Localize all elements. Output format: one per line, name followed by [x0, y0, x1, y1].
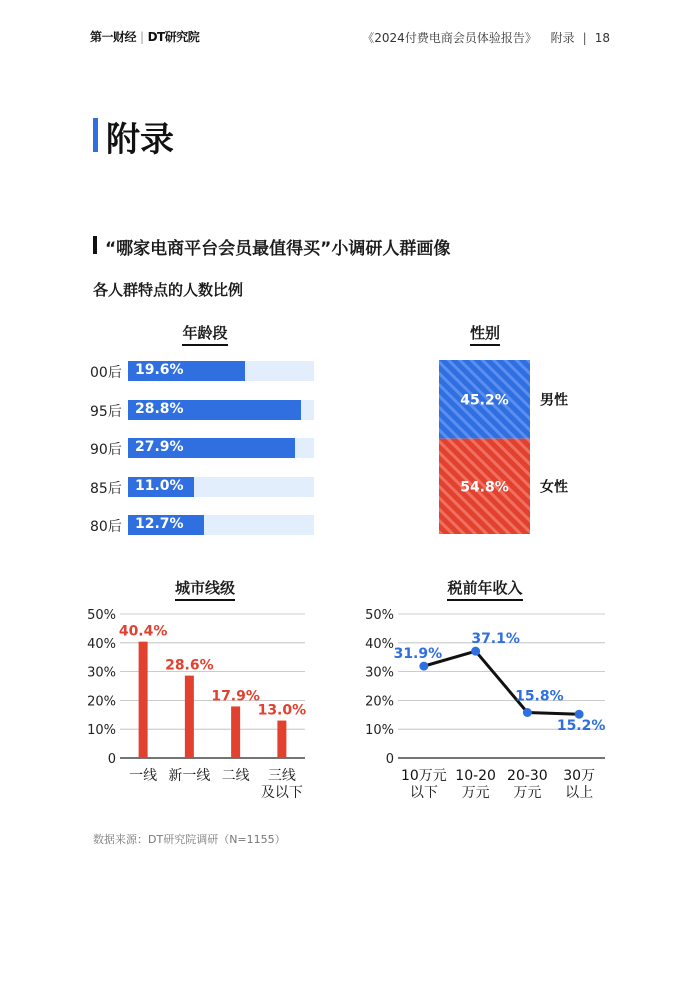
gender-value-label: 54.8% [460, 479, 509, 496]
city-category-label: 一线 [129, 768, 158, 784]
age-bar-track [128, 361, 314, 381]
city-chart [80, 600, 330, 810]
age-category-label: 90后 [90, 442, 122, 458]
income-category-label: 10万元 [400, 768, 447, 784]
gender-chart-title: 性别 [440, 322, 530, 343]
income-ytick-label: 30% [365, 665, 394, 681]
age-bar-track [128, 515, 314, 535]
page-number: 18 [594, 31, 610, 45]
age-bar-row [90, 361, 320, 381]
income-category-label: 万元 [461, 785, 490, 801]
age-category-label: 95后 [90, 403, 122, 420]
income-category-label: 万元 [513, 785, 542, 801]
gender-value-label: 45.2% [460, 392, 509, 409]
income-value-label: 15.2% [556, 718, 606, 735]
age-category-label: 80后 [90, 519, 122, 535]
age-value-label: 11.0% [135, 477, 184, 494]
income-category-label: 10-20 [455, 768, 496, 784]
city-ytick-label: 50% [87, 608, 116, 623]
age-chart-title: 年龄段 [160, 322, 250, 343]
age-bar-row [90, 438, 320, 458]
age-category-label: 85后 [90, 480, 122, 497]
age-value-label: 27.9% [135, 439, 184, 455]
city-category-label: 及以下 [260, 785, 303, 801]
section-accent-bar [93, 236, 97, 254]
city-ytick-label: 40% [87, 636, 116, 652]
income-ytick-label: 50% [365, 608, 394, 623]
header-section: 附录 [550, 31, 575, 45]
income-ytick-label: 10% [365, 723, 394, 739]
gender-category-label: 女性 [540, 479, 568, 496]
city-bar [277, 721, 286, 758]
header-separator: | [582, 31, 587, 45]
footer-source: 数据来源：DT研究院调研（N=1155） [93, 833, 286, 846]
city-value-label: 13.0% [257, 702, 307, 719]
age-value-label: 28.8% [135, 400, 184, 417]
header-logo [90, 28, 199, 45]
age-category-label: 00后 [90, 365, 122, 381]
logo-secondary: DT研究院 [147, 30, 200, 44]
income-point [419, 662, 428, 671]
title-accent-bar [93, 118, 98, 152]
age-bar-row [90, 515, 320, 535]
city-ytick-label: 10% [87, 723, 116, 739]
income-value-label: 15.8% [515, 688, 564, 705]
logo-primary: 第一财经 [90, 30, 137, 44]
income-series-line [424, 651, 579, 714]
age-bar-track [128, 400, 314, 420]
gender-chart [430, 355, 610, 540]
age-bar-row [90, 400, 320, 420]
age-value-label: 19.6% [135, 362, 184, 378]
city-category-label: 二线 [221, 768, 250, 784]
city-ytick-label: 0 [107, 752, 116, 767]
city-bar [231, 706, 240, 758]
age-bar-row [90, 477, 320, 497]
income-value-label: 31.9% [393, 646, 443, 663]
city-ytick-label: 30% [87, 665, 116, 681]
logo-separator: | [140, 30, 144, 44]
income-category-label: 20-30 [507, 768, 548, 784]
city-bar [185, 676, 194, 758]
income-point [471, 647, 480, 656]
city-value-label: 28.6% [165, 657, 214, 674]
subsection-title: 各人群特点的人数比例 [93, 281, 244, 299]
income-ytick-label: 0 [385, 752, 394, 767]
income-chart-title: 税前年收入 [430, 577, 540, 598]
city-value-label: 17.9% [211, 688, 260, 705]
city-category-label: 三线 [267, 768, 296, 784]
income-chart [350, 600, 620, 810]
section-title: “哪家电商平台会员最值得买”小调研人群画像 [105, 239, 451, 259]
income-ytick-label: 20% [365, 694, 394, 710]
city-chart-title: 城市线级 [160, 577, 250, 598]
city-category-label: 新一线 [168, 768, 211, 784]
income-category-label: 以上 [565, 785, 594, 801]
income-value-label: 37.1% [471, 631, 520, 648]
city-bar [139, 642, 148, 758]
header-report-info [362, 29, 610, 46]
age-bar-track [128, 438, 314, 458]
income-category-label: 以下 [409, 785, 438, 801]
income-ytick-label: 40% [365, 636, 394, 652]
age-value-label: 12.7% [135, 516, 184, 532]
city-value-label: 40.4% [118, 623, 168, 640]
income-category-label: 30万 [563, 768, 596, 784]
income-point [523, 708, 532, 717]
gender-category-label: 男性 [540, 392, 568, 409]
page-title: 附录 [106, 120, 174, 160]
city-ytick-label: 20% [87, 694, 116, 710]
age-bar-track [128, 477, 314, 497]
report-title: 《2024付费电商会员体验报告》 [362, 31, 537, 45]
